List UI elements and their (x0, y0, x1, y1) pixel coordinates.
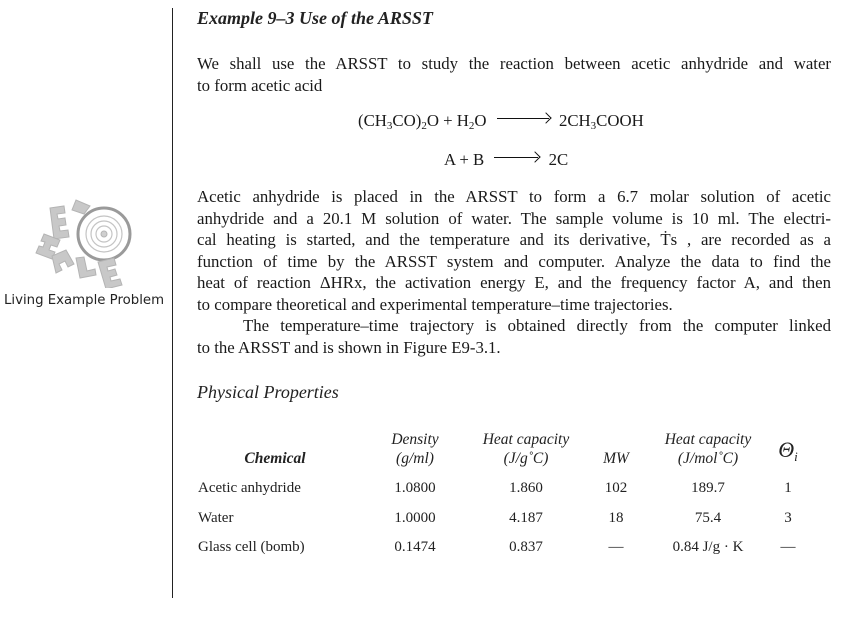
table-cell-heat-capacity: 0.837 (509, 539, 543, 555)
col-header-density: Density (g/ml) (391, 431, 439, 467)
table-cell-theta: 3 (784, 510, 792, 526)
body-line: cal heating is started, and the temperature and its derivative, Ṫs , are recorded as a (197, 230, 831, 249)
col-header-chemical: Chemical (244, 450, 306, 467)
reaction-equation: $(CH_3CO)_2O + H_2O$ $2CH_3COOH$ (358, 111, 644, 132)
col-header-molar-heat-capacity: Heat capacity (J/mol˚C) (664, 431, 752, 467)
table-cell-mw: — (608, 539, 624, 555)
table-cell-chemical: Glass cell (bomb) (198, 539, 305, 555)
table-cell-density: 0.1474 (394, 539, 436, 555)
col-header-heat-capacity: Heat capacity (J/g˚C) (482, 431, 570, 467)
margin-caption: Living Example Problem (4, 293, 165, 308)
body-line: heat of reaction ΔHRx, the activation energy E, and the frequency factor A, and then (197, 273, 831, 292)
table-cell-density: 1.0000 (394, 510, 436, 526)
intro-line: to form acetic acid (197, 75, 323, 95)
body-line: to the ARSST and is shown in Figure E9-3.1. (197, 337, 501, 357)
table-cell-heat-capacity: 4.187 (509, 510, 543, 526)
table-cell-theta: — (780, 539, 796, 555)
table-cell-theta: 1 (784, 480, 792, 496)
table-cell-mw: 18 (608, 510, 624, 526)
table-cell-density: 1.0800 (394, 480, 436, 496)
trajectory-paragraph (197, 315, 831, 358)
reaction-arrow-icon (497, 118, 549, 121)
margin-rule (172, 8, 173, 598)
table-cell-mw: 102 (604, 480, 628, 496)
body-line: function of time by the ARSST system and computer. Analyze the data to find the (197, 251, 831, 271)
symbolic-equation: A + B 2C (444, 150, 569, 169)
living-example-logo-icon (34, 196, 138, 288)
reaction-arrow-icon (494, 157, 538, 160)
col-header-mw: MW (603, 450, 629, 467)
example-title: Example 9–3 Use of the ARSST (197, 8, 433, 28)
table-cell-molar-heat-capacity: 189.7 (691, 480, 725, 496)
table-cell-chemical: Water (198, 510, 234, 526)
table-cell-molar-heat-capacity: 75.4 (694, 510, 722, 526)
intro-paragraph (197, 53, 831, 96)
procedure-paragraph (197, 186, 831, 315)
table-cell-chemical: Acetic anhydride (198, 480, 301, 496)
body-line: anhydride and a 20.1 M solution of water. The sample volume is 10 ml. The electri- (197, 208, 831, 228)
col-header-theta: $\Theta_i$ (778, 437, 798, 464)
body-line: The temperature–time trajectory is obtained directly from the computer linked (243, 316, 831, 335)
body-line: to compare theoretical and experimental temperature–time trajectories. (197, 294, 673, 314)
table-cell-heat-capacity: 1.860 (509, 480, 543, 496)
intro-line: We shall use the ARSST to study the reaction between acetic anhydride and water (197, 54, 831, 73)
section-subheading: Physical Properties (197, 382, 339, 402)
table-cell-molar-heat-capacity: 0.84 J/g · K (672, 539, 744, 555)
body-line: Acetic anhydride is placed in the ARSST to form a 6.7 molar solution of acetic (197, 187, 831, 206)
